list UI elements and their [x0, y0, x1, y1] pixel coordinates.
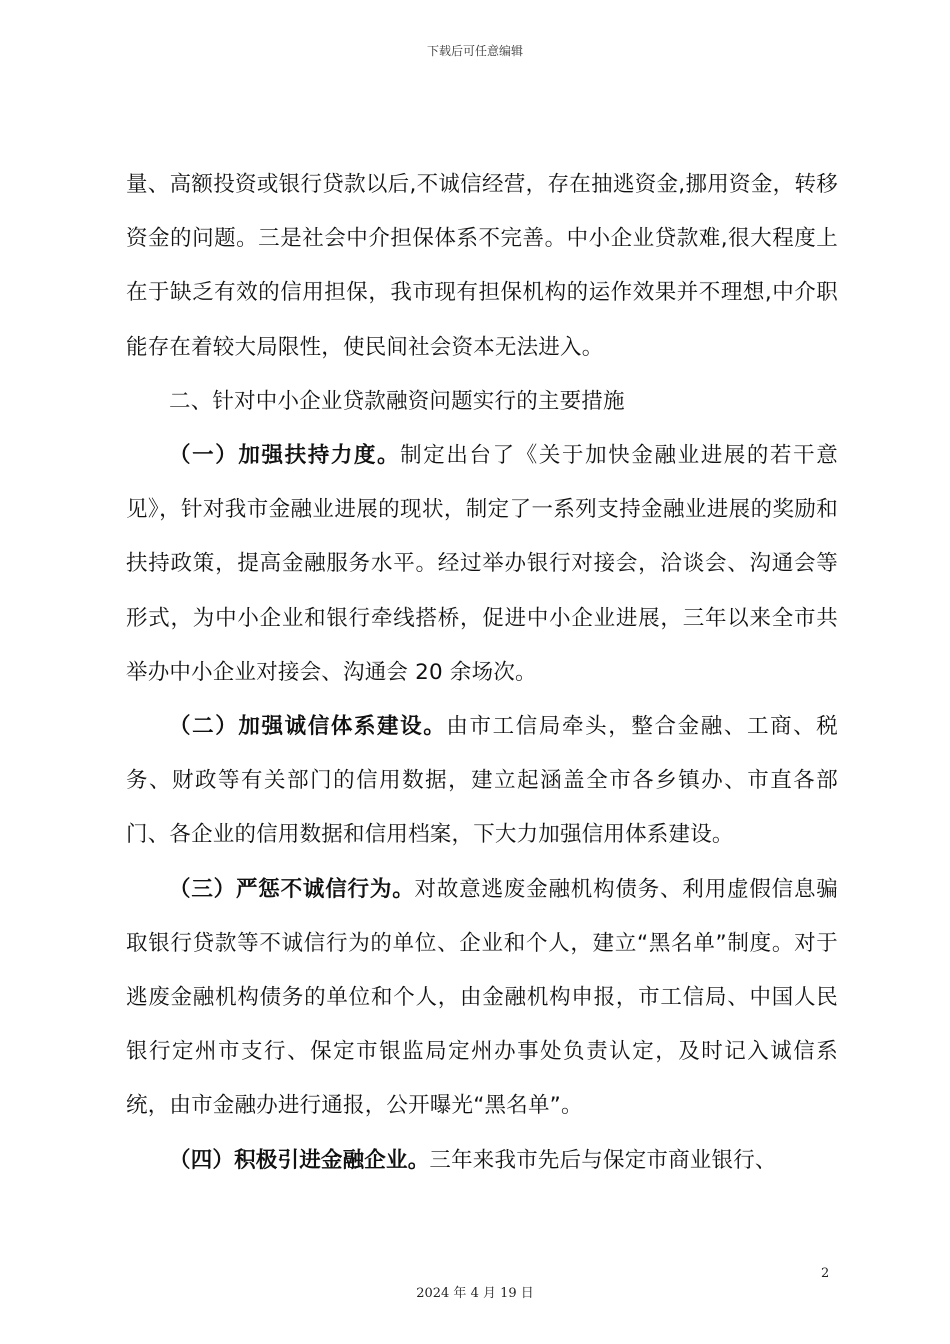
measure-text-2: 由市工信局牵头，整合金融、工商、税务、财政等有关部门的信用数据，建立起涵盖全市各乡镇办、市直各部门、各企业的信用数据和信用档案，下大力加强信用体系建设。: [126, 714, 839, 848]
measure-paragraph-3: [126, 863, 838, 1134]
page-number: 2: [821, 1266, 830, 1281]
paragraph-continued: 量、高额投资或银行贷款以后,不诚信经营，存在抽逃资金,挪用资金，转移资金的问题。三是社会中介担保体系不完善。中小企业贷款难,很大程度上在于缺乏有效的信用担保，我市现有担保机构的运作效果并不理想,中介职能存在着较大局限性，使民间社会资本无法进入。: [126, 172, 838, 360]
measure-text-3: 对故意逃废金融机构债务、利用虚假信息骗取银行贷款等不诚信行为的单位、企业和个人，建立“黑名单”制度。对于逃废金融机构债务的单位和个人，由金融机构申报，市工信局、中国人民银行定州市支行、保定市银监局定州办事处负责认定，及时记入诚信系统，由市金融办进行通报，公开曝光“黑名单”。: [126, 876, 838, 1119]
measure-text-4: 三年来我市先后与保定市商业银行、: [429, 1147, 777, 1173]
section-title: 二、针对中小企业贷款融资问题实行的主要措施: [169, 388, 625, 414]
measure-heading-2: （二）加强诚信体系建设。: [169, 714, 447, 740]
document-body: [126, 158, 838, 1188]
measure-text-1: 制定出台了《关于加快金融业进展的若干意见》，针对我市金融业进展的现状，制定了一系列支持金融业进展的奖励和扶持政策，提高金融服务水平。经过举办银行对接会，洽谈会、沟通会等形式，为中小企业和银行牵线搭桥，促进中小企业进展，三年以来全市共举办中小企业对接会、沟通会 20 余场次。: [126, 443, 838, 685]
measure-paragraph-4: [126, 1134, 838, 1188]
measure-heading-1: （一）加强扶持力度。: [169, 443, 401, 469]
measure-paragraph-2: [126, 700, 838, 863]
measure-heading-3: （三）严惩不诚信行为。: [169, 876, 415, 902]
measure-heading-4: （四）积极引进金融企业。: [169, 1147, 430, 1173]
page-header: 下载后可任意编辑: [426, 44, 523, 58]
measure-paragraph-1: [126, 429, 838, 700]
page-footer-date: 2024 年 4 月 19 日: [416, 1286, 534, 1301]
